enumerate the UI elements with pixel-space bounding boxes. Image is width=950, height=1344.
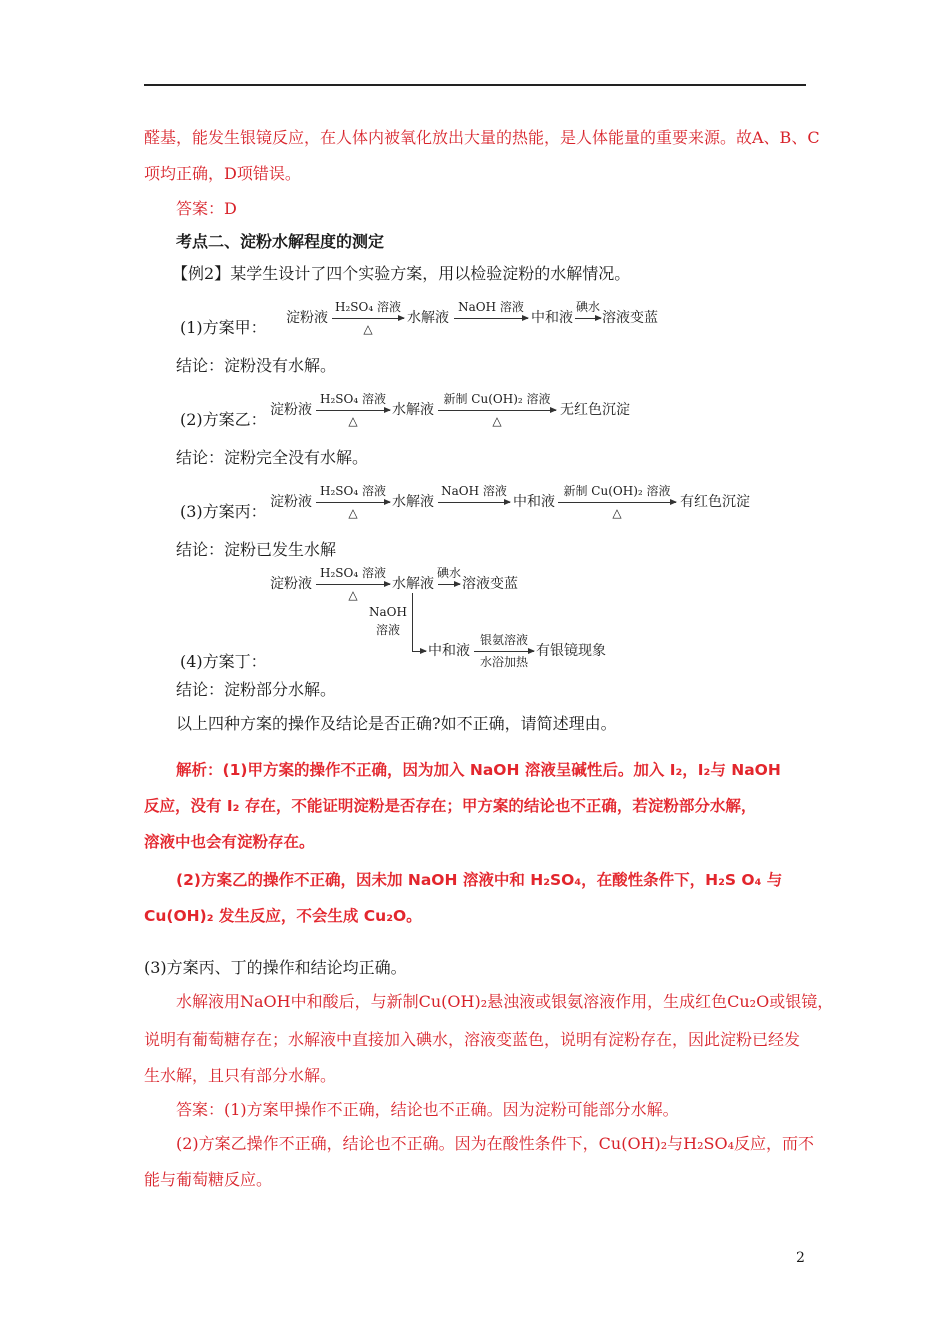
intro-answer: 答案：D	[176, 199, 237, 218]
plan-c-arrow-3-bottom: △	[612, 506, 622, 520]
plan-d-branch-bottom: 溶液	[375, 623, 400, 637]
analysis-a-line-1: 解析：(1)甲方案的操作不正确，因为加入 NaOH 溶液呈碱性后。加入 I₂，I₂与 NaOH	[176, 761, 781, 779]
plan-b-arrow-2	[438, 410, 556, 411]
plan-d-arrow-1-bottom: △	[348, 588, 358, 602]
plan-d-node-1: 淀粉液	[270, 576, 312, 592]
answer-line-2: (2)方案乙操作不正确，结论也不正确。因为在酸性条件下，Cu(OH)₂与H₂SO₄反应，而不	[176, 1134, 815, 1153]
analysis-b-line-1: (2)方案乙的操作不正确，因未加 NaOH 溶液中和 H₂SO₄，在酸性条件下，H₂S O₄ 与	[176, 871, 783, 889]
plan-b-conclusion: 结论：淀粉完全没有水解。	[176, 448, 369, 467]
plan-c-arrow-3	[558, 502, 676, 503]
plan-a-node-3: 中和液	[531, 310, 573, 326]
plan-d-branch-top: NaOH	[369, 605, 407, 619]
plan-d-flow	[270, 566, 630, 676]
plan-a-arrow-3	[575, 318, 601, 319]
plan-b-node-3: 无红色沉淀	[560, 402, 630, 418]
plan-d-label: (4)方案丁：	[180, 652, 267, 671]
intro-line-1: 醛基，能发生银镜反应，在人体内被氧化放出大量的热能，是人体能量的重要来源。故A、B、C	[144, 128, 820, 147]
plan-b-node-1: 淀粉液	[270, 402, 312, 418]
plan-d-node-2: 水解液	[392, 576, 434, 592]
plan-c-arrow-2	[438, 502, 510, 503]
plan-a-node-2: 水解液	[407, 310, 449, 326]
plan-d-branch-line	[412, 593, 413, 651]
plan-c-arrow-3-top: 新制 Cu(OH)₂ 溶液	[563, 484, 671, 498]
plan-b-arrow-1	[316, 410, 390, 411]
answer-line-3: 能与葡萄糖反应。	[144, 1170, 273, 1189]
plan-b-label: (2)方案乙：	[180, 410, 267, 429]
plan-d-node-3: 溶液变蓝	[462, 576, 518, 592]
plan-a-arrow-1-top: H₂SO₄ 溶液	[335, 300, 401, 314]
plan-d-branch-arrow	[412, 651, 426, 652]
plan-a-arrow-2-top: NaOH 溶液	[458, 300, 524, 314]
plan-d-arrow-3-bottom: 水浴加热	[479, 655, 528, 669]
plan-b-arrow-2-bottom: △	[492, 414, 502, 428]
plan-c-node-2: 水解液	[392, 494, 434, 510]
plan-c-arrow-1-bottom: △	[348, 506, 358, 520]
plan-c-arrow-2-top: NaOH 溶液	[441, 484, 507, 498]
plan-d-arrow-3	[474, 651, 534, 652]
plan-a-arrow-1	[332, 318, 404, 319]
plan-c-flow	[270, 484, 760, 524]
analysis-d-line-3: 生水解，且只有部分水解。	[144, 1066, 337, 1085]
plan-a-label: (1)方案甲：	[180, 318, 267, 337]
plan-d-node-4: 中和液	[428, 643, 470, 659]
plan-a-arrow-2	[454, 318, 528, 319]
example-statement	[172, 264, 630, 284]
plan-d-arrow-1	[316, 584, 390, 585]
answer-line-1: 答案：(1)方案甲操作不正确，结论也不正确。因为淀粉可能部分水解。	[176, 1100, 679, 1119]
plan-b-arrow-1-top: H₂SO₄ 溶液	[320, 392, 386, 406]
plan-b-node-2: 水解液	[392, 402, 434, 418]
plan-d-arrow-2-top: 碘水	[436, 566, 461, 580]
example-text: 某学生设计了四个实验方案，用以检验淀粉的水解情况。	[230, 264, 631, 283]
intro-line-2: 项均正确，D项错误。	[144, 164, 301, 183]
plan-d-arrow-1-top: H₂SO₄ 溶液	[320, 566, 386, 580]
analysis-a-line-3: 溶液中也会有淀粉存在。	[144, 833, 315, 851]
question: 以上四种方案的操作及结论是否正确?如不正确，请简述理由。	[176, 714, 617, 733]
analysis-c-line: (3)方案丙、丁的操作和结论均正确。	[144, 958, 407, 977]
plan-d-arrow-2	[438, 584, 460, 585]
plan-c-conclusion: 结论：淀粉已发生水解	[176, 540, 337, 559]
example-tag: 【例2】	[172, 264, 231, 283]
plan-c-arrow-1	[316, 502, 390, 503]
plan-c-node-4: 有红色沉淀	[680, 494, 750, 510]
plan-a-conclusion: 结论：淀粉没有水解。	[176, 356, 337, 375]
section-title: 考点二、淀粉水解程度的测定	[176, 232, 385, 251]
plan-b-arrow-1-bottom: △	[348, 414, 358, 428]
plan-c-node-3: 中和液	[513, 494, 555, 510]
plan-b-arrow-2-top: 新制 Cu(OH)₂ 溶液	[443, 392, 551, 406]
plan-d-arrow-3-top: 银氨溶液	[479, 633, 528, 647]
analysis-d-line-1: 水解液用NaOH中和酸后，与新制Cu(OH)₂悬浊液或银氨溶液作用，生成红色Cu₂O或银镜，	[176, 992, 834, 1011]
plan-a-arrow-1-bottom: △	[363, 322, 373, 336]
analysis-d-line-2: 说明有葡萄糖存在；水解液中直接加入碘水，溶液变蓝色，说明有淀粉存在，因此淀粉已经发	[144, 1030, 801, 1049]
plan-c-arrow-1-top: H₂SO₄ 溶液	[320, 484, 386, 498]
page-number: 2	[796, 1250, 805, 1266]
analysis-a-line-2: 反应，没有 I₂ 存在，不能证明淀粉是否存在；甲方案的结论也不正确，若淀粉部分水解，	[144, 797, 757, 815]
plan-d-node-5: 有银镜现象	[536, 643, 606, 659]
plan-a-node-4: 溶液变蓝	[602, 310, 658, 326]
plan-b-flow	[270, 392, 650, 432]
plan-d-conclusion: 结论：淀粉部分水解。	[176, 680, 337, 699]
plan-a-arrow-3-top: 碘水	[575, 300, 600, 314]
analysis-b-line-2: Cu(OH)₂ 发生反应，不会生成 Cu₂O。	[144, 907, 422, 925]
plan-a-flow	[286, 300, 666, 340]
plan-c-label: (3)方案丙：	[180, 502, 267, 521]
plan-c-node-1: 淀粉液	[270, 494, 312, 510]
header-rule	[144, 84, 806, 86]
plan-a-node-1: 淀粉液	[286, 310, 328, 326]
